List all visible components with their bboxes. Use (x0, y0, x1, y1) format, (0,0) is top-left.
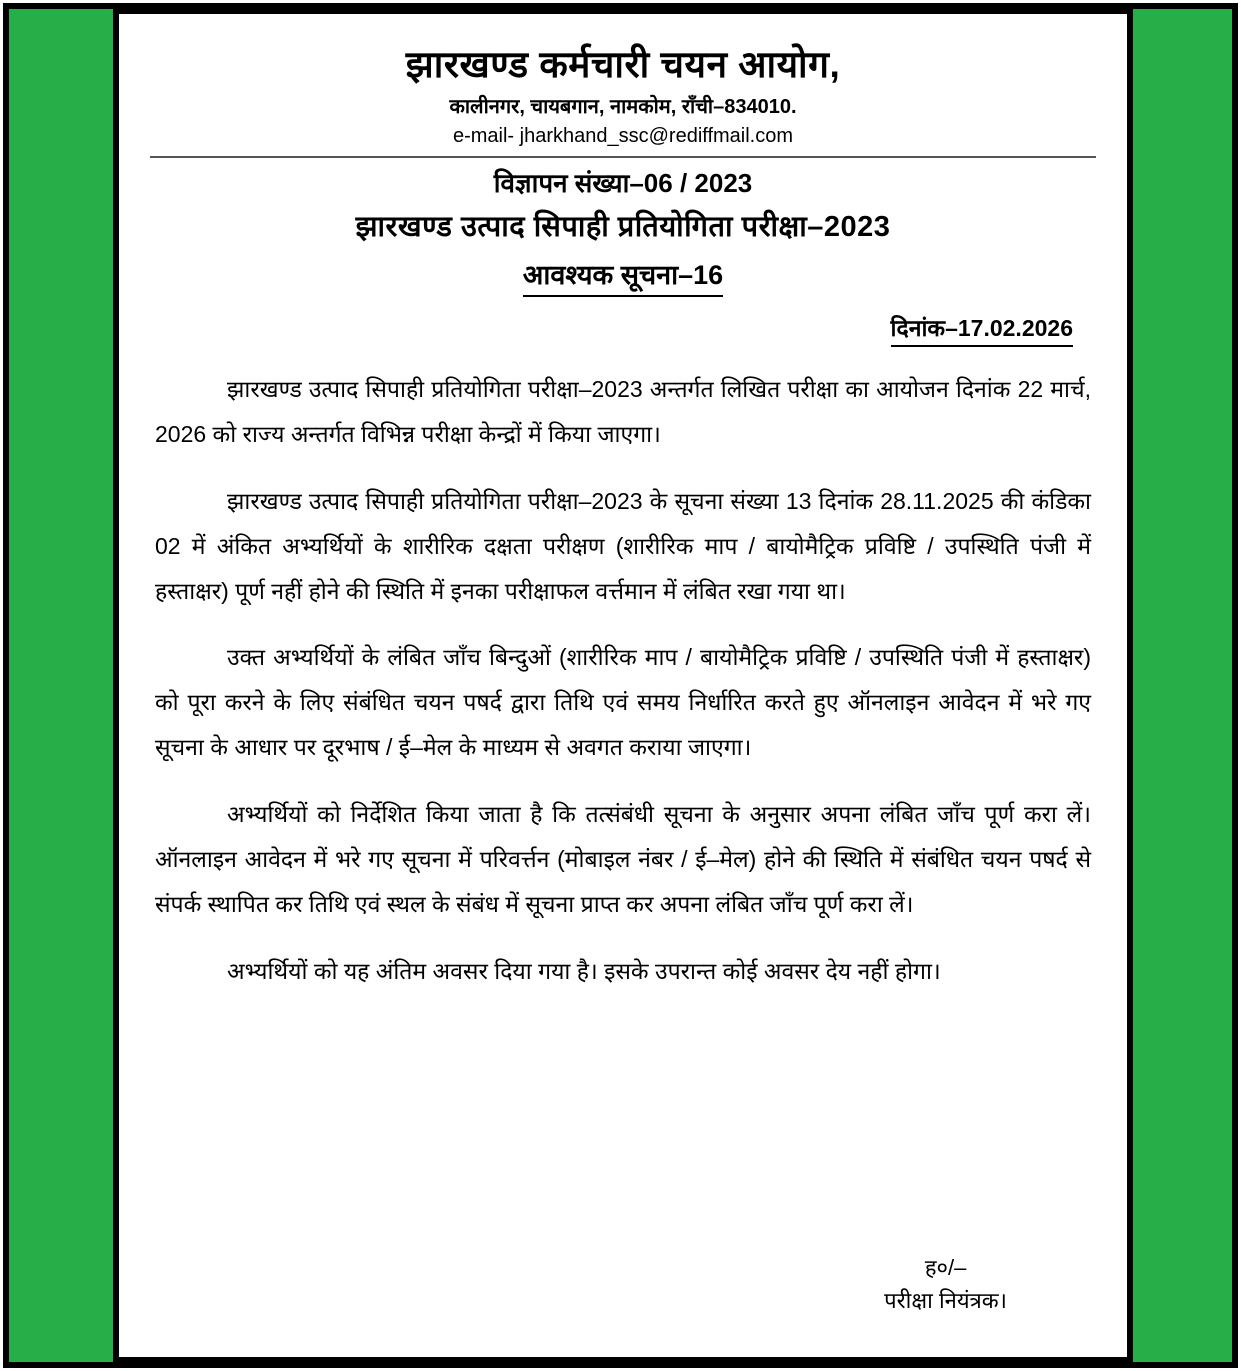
notice-paper (113, 8, 1133, 1363)
paragraph-4: अभ्यर्थियों को निर्देशित किया जाता है कि तत्संबंधी सूचना के अनुसार अपना लंबित जाँच पूर्ण करा लें। ऑनलाइन आवेदन में भरे गए सूचना में परिवर्त्तन (मोबाइल नंबर / ई–मेल) होने की स्थिति में संबंधित चयन पषर्द से संपर्क स्थापित कर तिथि एवं स्थल के संबंध में सूचना प्राप्त कर अपना लंबित जाँच पूर्ण करा लें। (155, 801, 1091, 917)
advertisement-number: विज्ञापन संख्या–06 / 2023 (493, 168, 753, 199)
notice-number-row (149, 255, 1097, 297)
signature-block (884, 1251, 1007, 1317)
notice-number: आवश्यक सूचना–16 (523, 255, 723, 297)
notice-date-row (149, 311, 1073, 347)
signatory-designation: परीक्षा नियंत्रक। (884, 1288, 1007, 1313)
organization-name: झारखण्ड कर्मचारी चयन आयोग, (405, 44, 841, 85)
signature-mark: ह०/– (924, 1255, 967, 1280)
paragraph-5: अभ्यर्थियों को यह अंतिम अवसर दिया गया है। इसके उपरान्त कोई अवसर देय नहीं होगा। (227, 957, 941, 984)
notice-content (119, 14, 1127, 1357)
organization-address: कालीनगर, चायबगान, नामकोम, राँची–834010. (449, 96, 797, 119)
notice-body (149, 367, 1097, 993)
letterhead (149, 42, 1097, 347)
paragraph-3: उक्त अभ्यर्थियों के लंबित जाँच बिन्दुओं (शारीरिक माप / बायोमैट्रिक प्रविष्टि / उपस्थिति पंजी में हस्ताक्षर) को पूरा करने के लिए संबंधित चयन पषर्द द्वारा तिथि एवं समय निर्धारित करते हुए ऑनलाइन आवेदन में भरे गए सूचना के आधार पर दूरभाष / ई–मेल के माध्यम से अवगत कराया जाएगा। (155, 644, 1091, 761)
paragraph-1: झारखण्ड उत्पाद सिपाही प्रतियोगिता परीक्षा–2023 अन्तर्गत लिखित परीक्षा का आयोजन दिनांक 22 मार्च, 2026 को राज्य अन्तर्गत विभिन्न परीक्षा केन्द्रों में किया जाएगा। (155, 376, 1091, 448)
exam-title: झारखण्ड उत्पाद सिपाही प्रतियोगिता परीक्षा–2023 (355, 211, 891, 244)
paragraph-2: झारखण्ड उत्पाद सिपाही प्रतियोगिता परीक्षा–2023 के सूचना संख्या 13 दिनांक 28.11.2025 की कंडिका 02 में अंकित अभ्यर्थियों के शारीरिक दक्षता परीक्षण (शारीरिक माप / बायोमैट्रिक प्रविष्टि / उपस्थिति पंजी में हस्ताक्षर) पूर्ण नहीं होने की स्थिति में इनका परीक्षाफल वर्त्तमान में लंबित रखा गया था। (155, 487, 1091, 604)
organization-email: e-mail- jharkhand_ssc@rediffmail.com (452, 125, 794, 148)
notice-date: दिनांक–17.02.2026 (891, 311, 1073, 347)
header-divider (150, 156, 1096, 158)
